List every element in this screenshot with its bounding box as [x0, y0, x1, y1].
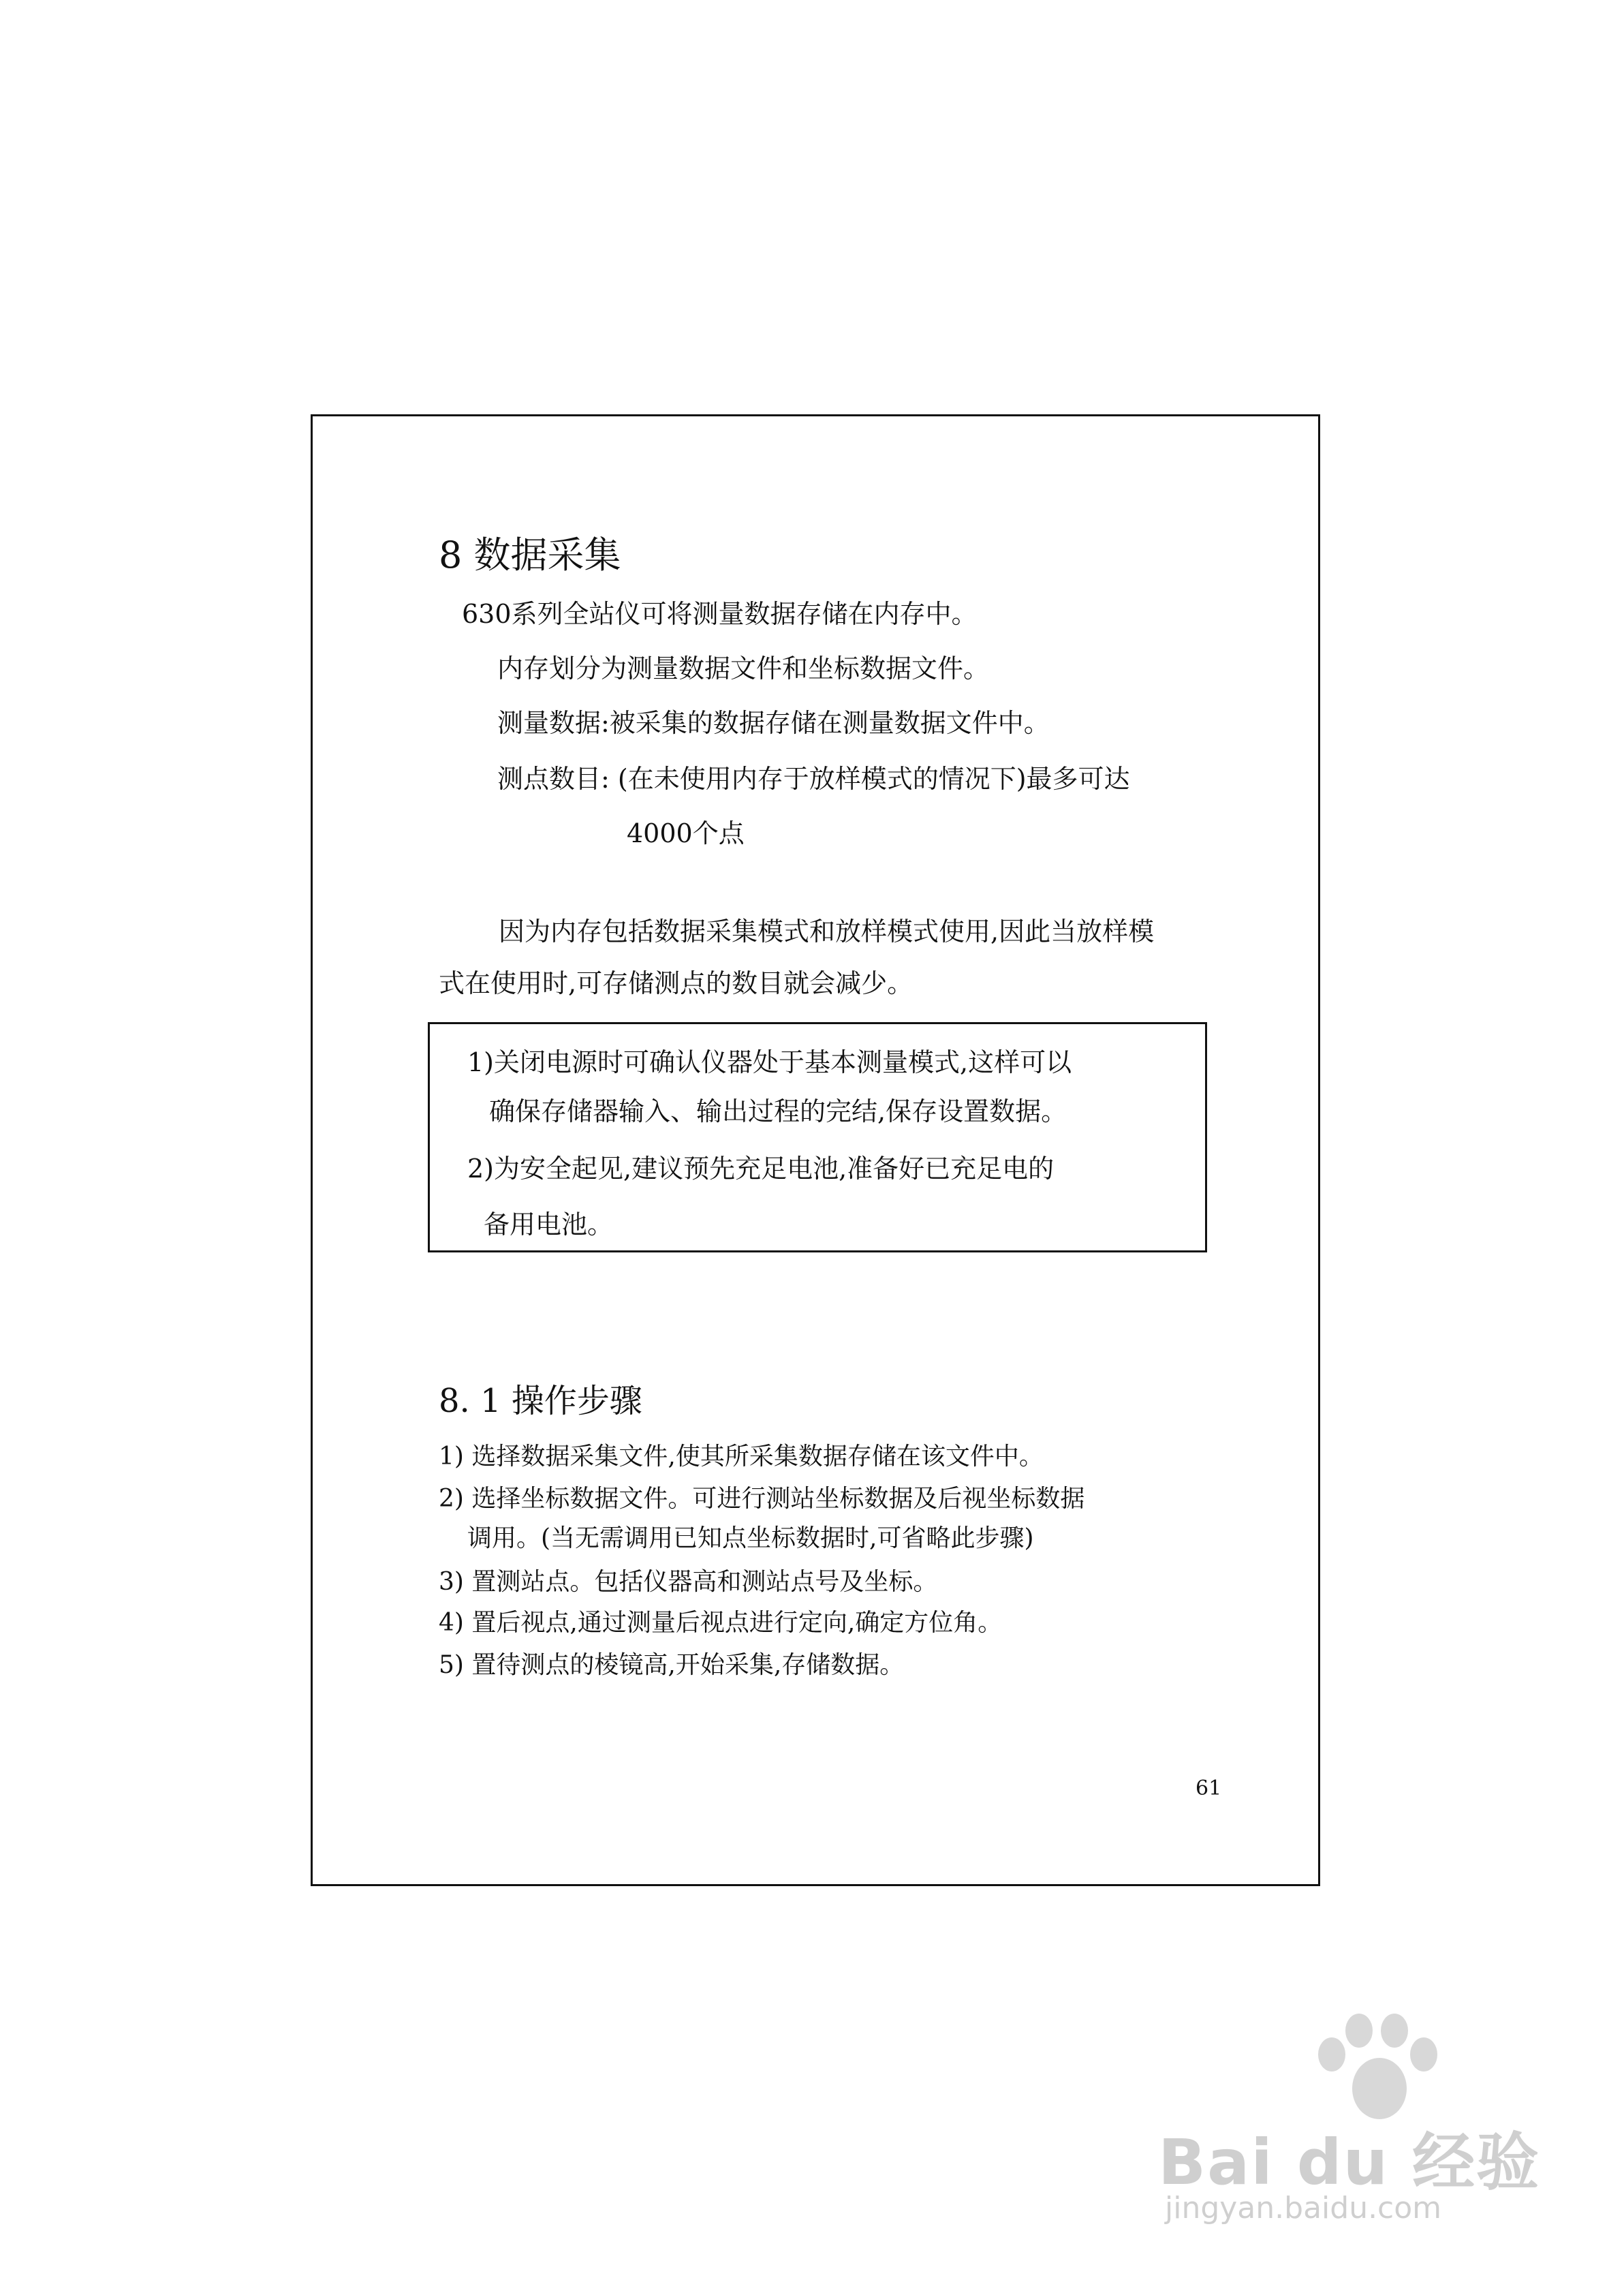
- paragraph-line-1: 因为内存包括数据采集模式和放样模式使用,因此当放样模: [499, 917, 1155, 946]
- note-line-3: 2)为安全起见,建议预先充足电池,准备好已充足电的: [467, 1154, 1055, 1184]
- intro-line-1: 630系列全站仪可将测量数据存储在内存中。: [462, 599, 978, 629]
- step-5: 5) 置待测点的棱镜高,开始采集,存储数据。: [439, 1651, 905, 1679]
- watermark-logo: Bai du 经验: [1158, 2126, 1541, 2199]
- step-2-cont: 调用。(当无需调用已知点坐标数据时,可省略此步骤): [467, 1524, 1034, 1552]
- baidu-watermark: [1158, 2010, 1580, 2235]
- note-line-4: 备用电池。: [484, 1210, 614, 1239]
- subsection-title: 8. 1 操作步骤: [439, 1382, 642, 1420]
- section-title: 8 数据采集: [439, 534, 621, 576]
- paragraph-line-2: 式在使用时,可存储测点的数目就会减少。: [439, 968, 914, 998]
- note-line-2: 确保存储器输入、输出过程的完结,保存设置数据。: [489, 1096, 1067, 1126]
- intro-line-4: 测点数目: (在未使用内存于放样模式的情况下)最多可达: [497, 764, 1130, 794]
- watermark-url: jingyan.baidu.com: [1165, 2191, 1442, 2225]
- intro-line-3: 测量数据:被采集的数据存储在测量数据文件中。: [497, 708, 1050, 738]
- page-number: 61: [1196, 1776, 1222, 1800]
- step-2: 2) 选择坐标数据文件。可进行测站坐标数据及后视坐标数据: [439, 1485, 1085, 1513]
- intro-line-2: 内存划分为测量数据文件和坐标数据文件。: [497, 653, 990, 683]
- note-line-1: 1)关闭电源时可确认仪器处于基本测量模式,这样可以: [467, 1047, 1072, 1077]
- step-1: 1) 选择数据采集文件,使其所采集数据存储在该文件中。: [439, 1443, 1044, 1470]
- step-3: 3) 置测站点。包括仪器高和测站点号及坐标。: [439, 1568, 938, 1596]
- intro-line-5: 4000个点: [627, 818, 745, 848]
- step-4: 4) 置后视点,通过测量后视点进行定向,确定方位角。: [439, 1609, 1003, 1637]
